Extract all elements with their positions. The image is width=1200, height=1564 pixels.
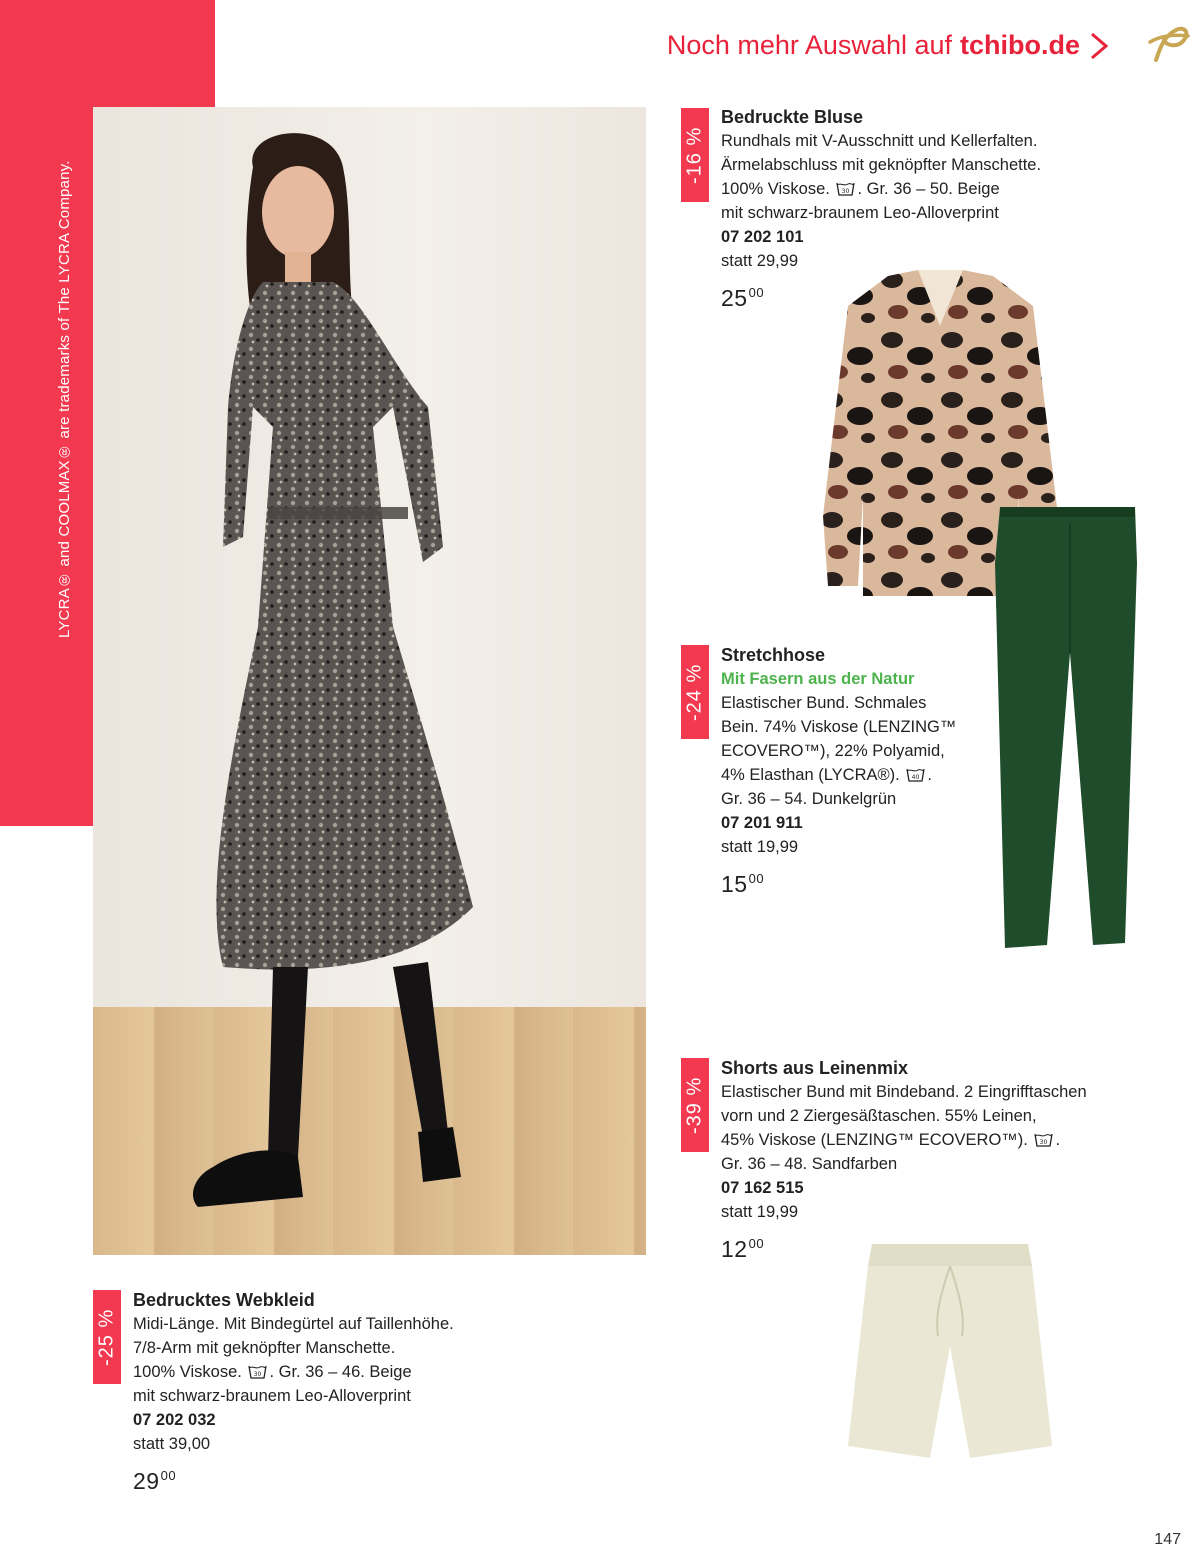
wash-30-icon [836, 181, 855, 196]
wash-40-icon [906, 767, 925, 782]
discount-badge-kleid: -25 % [93, 1290, 121, 1384]
trademark-note: LYCRA® and COOLMAX® are trademarks of The LYCRA Company. [56, 160, 73, 638]
product-description-line: 100% Viskose. 30 . Gr. 36 – 50. Beige [721, 180, 1000, 198]
product-subtitle: Mit Fasern aus der Natur [721, 670, 915, 688]
product-description-line: Bein. 74% Viskose (LENZING™ [721, 718, 957, 736]
product-description-line: Midi-Länge. Mit Bindegürtel auf Taillenhöhe. [133, 1315, 454, 1333]
shorts-image [840, 1236, 1060, 1466]
old-price: statt 19,99 [721, 1203, 799, 1221]
product-code: 07 201 911 [721, 814, 803, 832]
product-description-line: 4% Elasthan (LYCRA®). 40 . [721, 766, 932, 784]
svg-text:40: 40 [912, 774, 920, 781]
product-code: 07 202 101 [721, 228, 804, 246]
product-description-line: Gr. 36 – 54. Dunkelgrün [721, 790, 897, 808]
header-link-prefix: Noch mehr Auswahl auf [666, 30, 952, 60]
svg-text:30: 30 [842, 188, 850, 195]
model-photo [93, 107, 646, 1255]
pants-image [985, 503, 1145, 953]
product-kleid [133, 1288, 553, 1493]
product-description-line: mit schwarz-braunem Leo-Alloverprint [721, 204, 999, 222]
product-description-line: ECOVERO™), 22% Polyamid, [721, 742, 945, 760]
tchibo-logo-icon [1146, 22, 1192, 68]
old-price: statt 29,99 [721, 252, 799, 270]
product-description-line: Ärmelabschluss mit geknöpfter Manschette. [721, 156, 1042, 174]
product-description-line: Elastischer Bund mit Bindeband. 2 Eingrifftaschen [721, 1083, 1087, 1101]
product-description-line: 7/8-Arm mit geknöpfter Manschette. [133, 1339, 396, 1357]
chevron-right-icon [1088, 31, 1110, 61]
discount-badge-shorts: -39 % [681, 1058, 709, 1152]
old-price: statt 39,00 [133, 1435, 211, 1453]
discount-badge-bluse: -16 % [681, 108, 709, 202]
discount-badge-hose: -24 % [681, 645, 709, 739]
wash-30-icon [248, 1364, 267, 1379]
price: $12^{00}$ [721, 1236, 765, 1262]
product-description-line: vorn und 2 Ziergesäßtaschen. 55% Leinen, [721, 1107, 1037, 1125]
product-description-line: mit schwarz-braunem Leo-Alloverprint [133, 1387, 411, 1405]
svg-text:30: 30 [1040, 1139, 1048, 1146]
product-hose [721, 643, 981, 896]
wash-30-icon [1034, 1132, 1053, 1147]
svg-text:30: 30 [254, 1371, 262, 1378]
price: $25^{00}$ [721, 285, 765, 311]
product-title: Stretchhose [721, 645, 826, 665]
product-description-line: Gr. 36 – 48. Sandfarben [721, 1155, 898, 1173]
model-figure [93, 107, 646, 1255]
product-title: Shorts aus Leinenmix [721, 1058, 909, 1078]
product-description-line: 45% Viskose (LENZING™ ECOVERO™). 30 . [721, 1131, 1061, 1149]
product-title: Bedruckte Bluse [721, 107, 864, 127]
page-number: 147 [1154, 1531, 1181, 1548]
product-description-line: 100% Viskose. 30 . Gr. 36 – 46. Beige [133, 1363, 412, 1381]
header-link-site: tchibo.de [960, 30, 1080, 60]
tchibo-link[interactable] [667, 30, 1110, 61]
old-price: statt 19,99 [721, 838, 799, 856]
product-code: 07 162 515 [721, 1179, 804, 1197]
product-description-line: Elastischer Bund. Schmales [721, 694, 927, 712]
product-title: Bedrucktes Webkleid [133, 1290, 315, 1310]
product-shorts [721, 1056, 1141, 1261]
price: $29^{00}$ [133, 1468, 177, 1494]
price: $15^{00}$ [721, 871, 765, 897]
product-description-line: Rundhals mit V-Ausschnitt und Kellerfalten. [721, 132, 1038, 150]
product-code: 07 202 032 [133, 1411, 216, 1429]
